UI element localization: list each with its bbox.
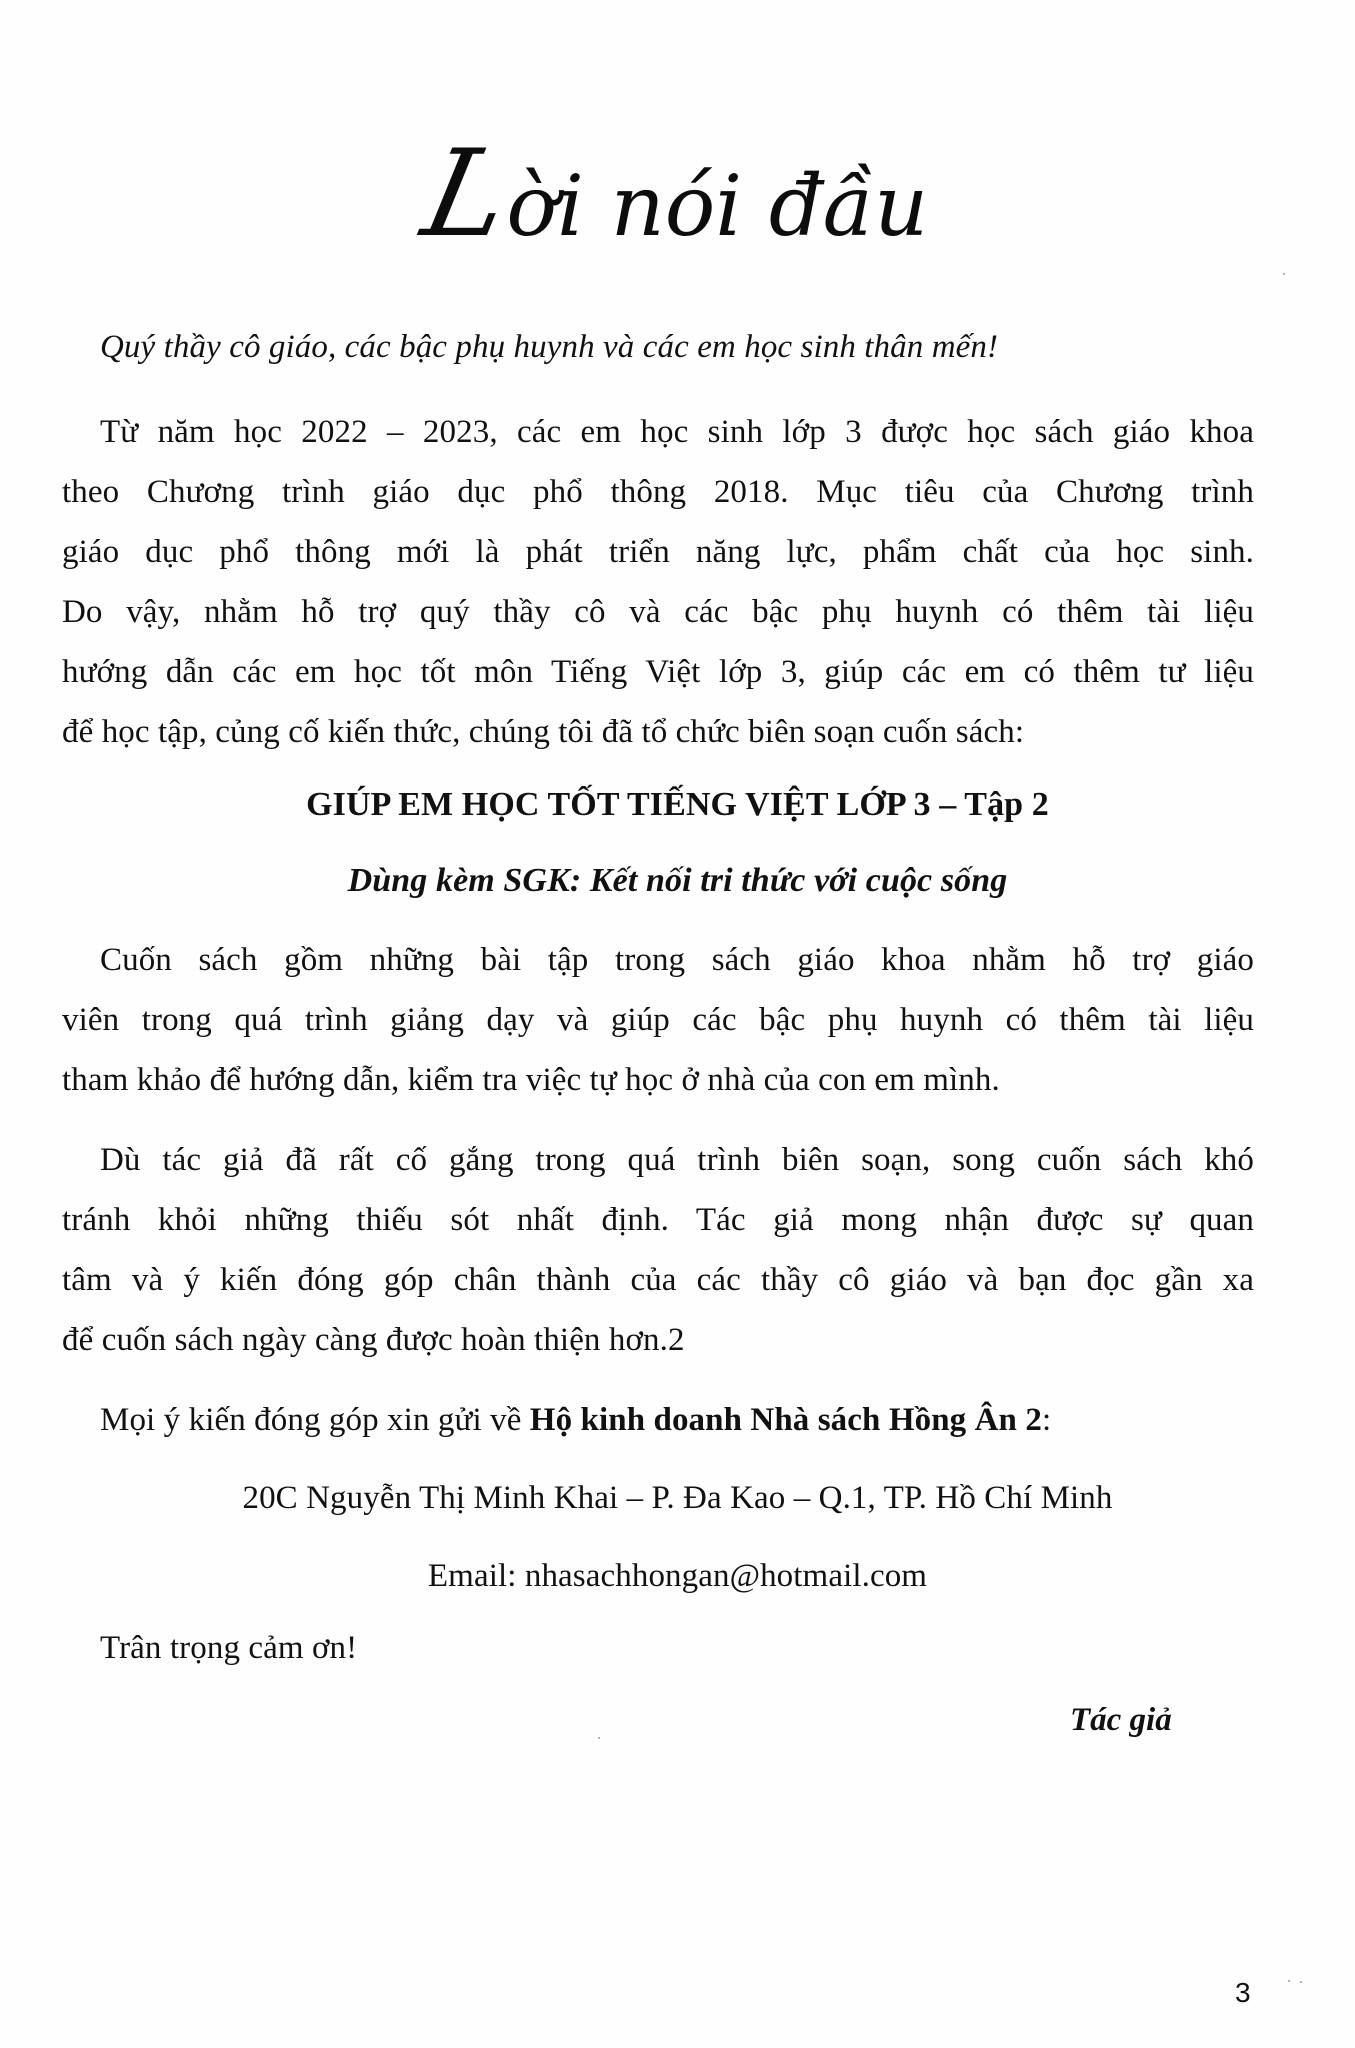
paragraph1-line: Từ năm học 2022 – 2023, các em học sinh lớp 3 được học sách giáo khoa: [100, 414, 1254, 450]
paragraph1-line: hướng dẫn các em học tốt môn Tiếng Việt lớp 3, giúp các em có thêm tư liệu: [62, 654, 1254, 690]
scan-speck: [1300, 1981, 1302, 1983]
contact-intro-text: Mọi ý kiến đóng góp xin gửi về: [100, 1402, 530, 1438]
scan-speck: [1283, 273, 1285, 275]
paragraph2-line: tham khảo để hướng dẫn, kiểm tra việc tự học ở nhà của con em mình.: [62, 1062, 1000, 1098]
publisher-name: Hộ kinh doanh Nhà sách Hồng Ân 2: [529, 1402, 1042, 1438]
page-title: [0, 125, 1355, 264]
paragraph1-line: để học tập, củng cố kiến thức, chúng tôi đã tổ chức biên soạn cuốn sách:: [62, 714, 1025, 750]
paragraph3-line: tâm và ý kiến đóng góp chân thành của các thầy cô giáo và bạn đọc gần xa: [62, 1262, 1254, 1298]
scan-speck: [598, 1737, 600, 1739]
scan-speck: [1288, 1980, 1290, 1982]
paragraph3-line: để cuốn sách ngày càng được hoàn thiện hơn.2: [62, 1322, 685, 1358]
closing-thanks: Trân trọng cảm ơn!: [100, 1630, 358, 1666]
publisher-email-line: [0, 1556, 1355, 1596]
title-capital-letter: L: [412, 125, 522, 264]
book-title: GIÚP EM HỌC TỐT TIẾNG VIỆT LỚP 3 – Tập 2: [306, 786, 1049, 823]
email-label: Email:: [427, 1558, 525, 1594]
title-text: ời nói đầu: [506, 157, 929, 255]
paragraph1-line: giáo dục phổ thông mới là phát triển năng lực, phẩm chất của học sinh.: [62, 534, 1254, 570]
email-address: nhasachhongan@hotmail.com: [524, 1558, 928, 1594]
paragraph1-line: theo Chương trình giáo dục phổ thông 2018. Mục tiêu của Chương trình: [62, 474, 1254, 510]
paragraph1-line: Do vậy, nhằm hỗ trợ quý thầy cô và các bậc phụ huynh có thêm tài liệu: [62, 594, 1254, 630]
paragraph3-line: Dù tác giả đã rất cố gắng trong quá trình biên soạn, song cuốn sách khó: [100, 1142, 1254, 1178]
contact-intro: [100, 1400, 1254, 1440]
page-number: 3: [1235, 1977, 1251, 2008]
book-subtitle: Dùng kèm SGK: Kết nối tri thức với cuộc sống: [347, 862, 1008, 899]
publisher-address: 20C Nguyễn Thị Minh Khai – P. Đa Kao – Q.1, TP. Hồ Chí Minh: [242, 1480, 1113, 1516]
paragraph2-line: Cuốn sách gồm những bài tập trong sách giáo khoa nhằm hỗ trợ giáo: [100, 942, 1254, 978]
paragraph2-line: viên trong quá trình giảng dạy và giúp các bậc phụ huynh có thêm tài liệu: [62, 1002, 1254, 1038]
greeting: Quý thầy cô giáo, các bậc phụ huynh và các em học sinh thân mến!: [100, 329, 999, 365]
author-signature: Tác giả: [1070, 1702, 1172, 1738]
paragraph3-line: tránh khỏi những thiếu sót nhất định. Tác giả mong nhận được sự quan: [62, 1202, 1254, 1238]
contact-colon: :: [1041, 1402, 1052, 1438]
